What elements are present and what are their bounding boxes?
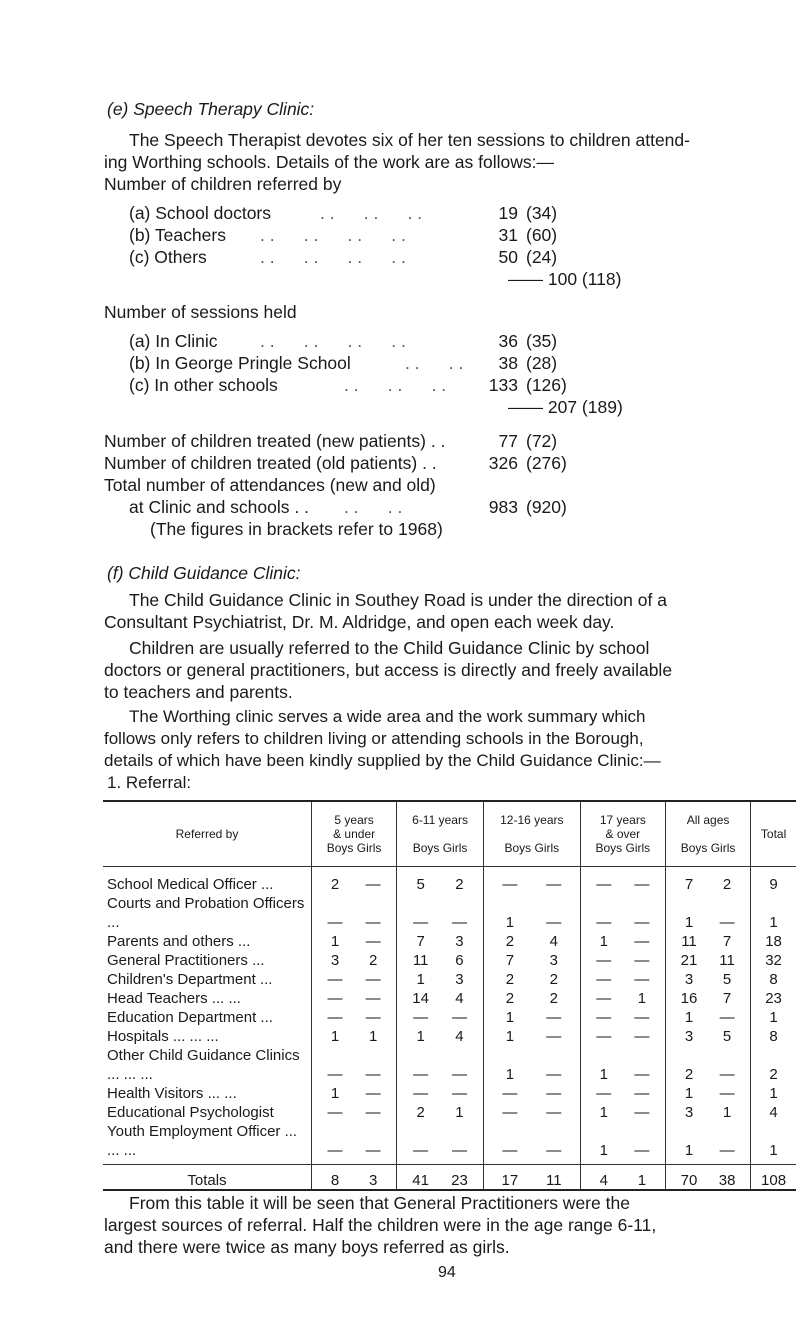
row-total: 1: [751, 1008, 796, 1027]
count-cell: —: [327, 1142, 343, 1159]
guidance-p3-line3: details of which have been kindly supplied by the Child Guidance Clinic:—: [104, 751, 661, 770]
count-cell: —: [546, 914, 562, 931]
row-total: 1: [751, 1084, 796, 1103]
count-cell: 2: [549, 971, 558, 988]
count-cell: —: [502, 876, 518, 893]
conclusion-line3: and there were twice as many boys referred as girls.: [104, 1237, 510, 1257]
count-cell: —: [634, 1009, 650, 1026]
document-page: (e) Speech Therapy Clinic: The Speech Therapist devotes six of her ten sessions to children attend- ing Worthing schools. Details of the work are as follows:— Number of children referred by (a) School doctors . . . . . . 19 (34) (b) Teachers . . . . . . . . 31 (60) (c) Others . . . . . . . . 50 (24) —— 100 (118) Number of sessions held (a) In Clinic . . . . . . . . 36 (35) (b) In George Pringle School . . . . 38 (28) (c) In other schools . . . . . . 133 (126) —— 207 (189) Number of children treated (new patients) . . 77 (72) Number of children treated (old patients) . . 326 (276) Total number of attendances (new and old) at Clinic and schools . . . . . . 983 (920) (The figures in brackets refer to 1968) (f) Child Guidance Clinic: The Child Guidance Clinic in Southey Road is under the direction of a Consultant Psychiatrist, Dr. M. Aldridge, and open each week day. Children are usually referred to the Child Guidance Clinic by school doctors or general practitioners, but access is directly and freely available to teachers and parents. The Worthing clinic serves a wide area and the work summary which follows only refers to children living or attending schools in the Borough, Referred by 5 years & under Boys Girls 6-11 years Boys Girls 12-16 years Boys Girls 17 years & over Boys Girls All ages Boys Girls Total School Medical Officer ... 2 — 5 2 — — — — 7 2 9 Courts and Probation Officers ... — — — — 1 — — — 1 — 1 Parents and others ... 1 — 7 3 2 4 1 — 11 7 18 General Practitioners ... 3 2 11 6 7 3 — — 21 11 32 Children's Department ... — — 1 3 2 2 — — 3 5 8 Head Teachers ... ... — — 14 4 2 2 — 1 16 7 23 Education Department ... — — — — 1 — — — 1 — 1 Hospitals ... ... ... 1 1 1 4 1 — — — 3 5 8 Other Child Guidance Clinics ... ... ... — — — — 1 — 1 — 2 — 2 Health Visitors ... ... 1 — — — — — — — 1 — 1 Educational Psychologist — — 2 1 — — 1 — 3 1 4 Youth Employment Officer ... ... ... — — — — — — 1 — 1 — 1 Totals 8 3 41 23 17 11 4 1 70 38 108 From this table it will be seen that General Practitioners were the largest sources of referral. Half the children were in the age range 6-11, and there were twice as many boys referred as girls. 94 details of which have been kindly supplied by the Child Guidance Clinic:— 1. Referral:: [0, 0, 800, 1320]
count-cell: 1: [330, 1085, 340, 1102]
count-cell: —: [719, 1142, 735, 1159]
totals-row: [103, 1165, 796, 1191]
count-cell: —: [546, 876, 562, 893]
count-cell: 3: [684, 1028, 694, 1045]
count-cell: —: [365, 933, 381, 950]
referred-school-doctors-prev: (34): [526, 203, 558, 223]
count-cell: 3: [330, 952, 340, 969]
count-cell: 1: [684, 1009, 694, 1026]
count-cell: 7: [722, 990, 732, 1007]
table-row: [103, 989, 796, 1008]
row-label: Education Department ...: [107, 1009, 273, 1026]
referred-school-doctors-value: 19: [498, 203, 518, 223]
referral-label: 1. Referral:: [107, 773, 192, 792]
total-cell: 11: [545, 1172, 562, 1189]
count-cell: —: [596, 990, 612, 1007]
count-cell: —: [634, 933, 650, 950]
referred-teachers-label: (b) Teachers: [129, 225, 226, 245]
count-cell: 1: [599, 1104, 608, 1121]
count-cell: —: [327, 1009, 343, 1026]
referred-others-value: 50: [498, 247, 518, 267]
count-cell: —: [365, 1104, 381, 1121]
count-cell: —: [546, 1142, 562, 1159]
sessions-george-pringle-prev: (28): [526, 353, 558, 373]
guidance-p2-line2: doctors or general practitioners, but access is directly and freely available: [104, 660, 673, 680]
sessions-other-schools-value: 133: [488, 375, 518, 395]
count-cell: —: [365, 914, 381, 931]
table-row: [103, 867, 796, 895]
count-cell: 1: [330, 1028, 340, 1045]
table-row: [103, 1008, 796, 1027]
count-cell: 7: [722, 933, 732, 950]
attendances-value: 983: [488, 497, 518, 517]
count-cell: —: [413, 1085, 429, 1102]
attendances-label-line2: at Clinic and schools . .: [129, 497, 309, 517]
referred-others-label: (c) Others: [129, 247, 207, 267]
row-total: 23: [751, 989, 796, 1008]
total-cell: 41: [412, 1172, 429, 1189]
totals-label: Totals: [103, 1165, 312, 1191]
row-total: 8: [751, 970, 796, 989]
count-cell: —: [596, 952, 612, 969]
count-cell: —: [546, 1085, 562, 1102]
count-cell: —: [634, 971, 650, 988]
count-cell: 4: [549, 933, 558, 950]
row-label: Courts and Probation Officers ...: [107, 895, 305, 931]
table-row: [103, 1084, 796, 1103]
page-number: 94: [438, 1264, 456, 1281]
bracket-note: (The figures in brackets refer to 1968): [150, 519, 443, 539]
row-total: 18: [751, 932, 796, 951]
sessions-total: —— 207 (189): [508, 397, 623, 417]
count-cell: 2: [368, 952, 378, 969]
guidance-p1-line2: Consultant Psychiatrist, Dr. M. Aldridge, and open each week day.: [104, 612, 615, 632]
treated-new-label: Number of children treated (new patients) . .: [104, 431, 446, 451]
row-label: Children's Department ...: [107, 971, 273, 988]
count-cell: —: [451, 1009, 467, 1026]
count-cell: —: [596, 1085, 612, 1102]
count-cell: —: [634, 876, 650, 893]
count-cell: 2: [505, 933, 515, 950]
table-row: [103, 970, 796, 989]
header-17-over: 17 years & over Boys Girls: [580, 801, 665, 867]
total-cell: 1: [637, 1172, 647, 1189]
row-label: School Medical Officer ...: [107, 876, 274, 893]
table-row: [103, 1027, 796, 1046]
count-cell: 21: [680, 952, 698, 969]
count-cell: —: [413, 1066, 429, 1083]
referred-school-doctors-label: (a) School doctors: [129, 203, 272, 223]
count-cell: —: [365, 990, 381, 1007]
guidance-heading: (f) Child Guidance Clinic:: [107, 563, 301, 583]
count-cell: 1: [684, 914, 694, 931]
count-cell: 1: [505, 914, 515, 931]
table-row: [103, 951, 796, 970]
count-cell: 1: [416, 1028, 425, 1045]
sessions-clinic-prev: (35): [526, 331, 558, 351]
count-cell: 1: [684, 1142, 694, 1159]
count-cell: 7: [505, 952, 515, 969]
count-cell: 2: [455, 876, 464, 893]
table-row: [103, 1103, 796, 1122]
count-cell: —: [719, 1085, 735, 1102]
header-total: Total: [751, 801, 796, 867]
count-cell: 3: [455, 933, 464, 950]
grand-total: 108: [751, 1165, 796, 1191]
count-cell: —: [451, 1066, 467, 1083]
count-cell: 16: [680, 990, 698, 1007]
count-cell: 11: [412, 952, 429, 969]
treated-old-value: 326: [488, 453, 518, 473]
count-cell: 7: [684, 876, 694, 893]
count-cell: 1: [599, 933, 608, 950]
guidance-p3-line1: The Worthing clinic serves a wide area and the work summary which: [129, 707, 646, 726]
sessions-other-schools-prev: (126): [526, 375, 567, 395]
count-cell: —: [502, 1085, 518, 1102]
guidance-p2-line3: to teachers and parents.: [104, 682, 293, 702]
count-cell: —: [365, 971, 381, 988]
count-cell: —: [365, 1009, 381, 1026]
count-cell: —: [596, 971, 612, 988]
count-cell: —: [719, 1009, 735, 1026]
referred-teachers-value: 31: [498, 225, 518, 245]
count-cell: —: [634, 1142, 650, 1159]
count-cell: 3: [455, 971, 464, 988]
count-cell: 2: [330, 876, 340, 893]
count-cell: —: [413, 1009, 429, 1026]
count-cell: —: [719, 1066, 735, 1083]
count-cell: 1: [722, 1104, 732, 1121]
count-cell: 1: [505, 1009, 515, 1026]
table-row: [103, 1046, 796, 1084]
count-cell: 1: [416, 971, 425, 988]
guidance-p3-line2: follows only refers to children living or attending schools in the Borough,: [104, 729, 644, 748]
count-cell: 2: [722, 876, 732, 893]
count-cell: 1: [505, 1066, 515, 1083]
count-cell: —: [413, 1142, 429, 1159]
table-row: [103, 894, 796, 932]
count-cell: —: [327, 914, 343, 931]
count-cell: 2: [505, 971, 515, 988]
header-12-16: 12-16 years Boys Girls: [483, 801, 580, 867]
count-cell: —: [451, 1085, 467, 1102]
row-total: 8: [751, 1027, 796, 1046]
count-cell: 3: [684, 1104, 694, 1121]
count-cell: 7: [416, 933, 425, 950]
total-cell: 38: [718, 1172, 736, 1189]
count-cell: 1: [455, 1104, 464, 1121]
speech-heading: (e) Speech Therapy Clinic:: [107, 99, 315, 119]
count-cell: 1: [599, 1142, 608, 1159]
total-cell: 17: [501, 1172, 519, 1189]
table-row: [103, 1122, 796, 1165]
count-cell: 1: [368, 1028, 378, 1045]
speech-intro-line2: ing Worthing schools. Details of the work are as follows:—: [104, 152, 555, 172]
count-cell: 5: [722, 1028, 732, 1045]
sessions-clinic-value: 36: [498, 331, 518, 351]
count-cell: —: [502, 1142, 518, 1159]
attendances-label-line1: Total number of attendances (new and old): [104, 475, 436, 495]
row-label: Health Visitors ... ...: [107, 1085, 237, 1102]
count-cell: 3: [684, 971, 694, 988]
count-cell: 1: [684, 1085, 694, 1102]
count-cell: 5: [722, 971, 732, 988]
row-label: Educational Psychologist: [107, 1104, 274, 1121]
count-cell: —: [451, 914, 467, 931]
table-header-row: [103, 801, 796, 867]
count-cell: 1: [505, 1028, 515, 1045]
count-cell: —: [634, 1104, 650, 1121]
referred-others-prev: (24): [526, 247, 558, 267]
referral-table: [103, 800, 796, 1191]
count-cell: 1: [637, 990, 647, 1007]
treated-new-value: 77: [498, 431, 518, 451]
attendances-prev: (920): [526, 497, 567, 517]
count-cell: —: [327, 1066, 343, 1083]
count-cell: —: [327, 971, 343, 988]
header-5-under: 5 years & under Boys Girls: [312, 801, 397, 867]
header-6-11: 6-11 years Boys Girls: [397, 801, 484, 867]
guidance-p1-line1: The Child Guidance Clinic in Southey Road is under the direction of a: [129, 590, 667, 610]
count-cell: —: [327, 990, 343, 1007]
count-cell: —: [596, 1028, 612, 1045]
conclusion-line2: largest sources of referral. Half the children were in the age range 6-11,: [104, 1215, 657, 1235]
count-cell: —: [413, 914, 429, 931]
row-total: 9: [751, 867, 796, 895]
row-total: 1: [751, 894, 796, 932]
count-cell: —: [365, 1142, 381, 1159]
row-label: Hospitals ... ... ...: [107, 1028, 219, 1045]
total-cell: 3: [368, 1172, 378, 1189]
row-label: General Practitioners ...: [107, 952, 265, 969]
count-cell: —: [365, 1066, 381, 1083]
row-total: 32: [751, 951, 796, 970]
count-cell: —: [634, 1085, 650, 1102]
count-cell: 11: [681, 933, 697, 950]
count-cell: —: [546, 1009, 562, 1026]
sessions-george-pringle-value: 38: [498, 353, 518, 373]
count-cell: 3: [549, 952, 558, 969]
count-cell: 2: [549, 990, 558, 1007]
header-all-ages: All ages Boys Girls: [665, 801, 750, 867]
count-cell: —: [546, 1066, 562, 1083]
sessions-clinic-label: (a) In Clinic: [129, 331, 218, 351]
header-referred-by: Referred by: [103, 801, 312, 867]
row-total: 1: [751, 1122, 796, 1165]
count-cell: —: [634, 952, 650, 969]
row-label: Head Teachers ... ...: [107, 990, 241, 1007]
count-cell: 6: [455, 952, 464, 969]
count-cell: —: [596, 1009, 612, 1026]
count-cell: —: [365, 876, 381, 893]
sessions-title: Number of sessions held: [104, 302, 297, 322]
treated-new-prev: (72): [526, 431, 558, 451]
count-cell: 4: [455, 990, 464, 1007]
count-cell: —: [451, 1142, 467, 1159]
total-cell: 70: [680, 1172, 698, 1189]
count-cell: 1: [330, 933, 340, 950]
count-cell: 2: [505, 990, 515, 1007]
row-label: Parents and others ...: [107, 933, 251, 950]
treated-old-label: Number of children treated (old patients) . .: [104, 453, 437, 473]
treated-old-prev: (276): [526, 453, 567, 473]
count-cell: 2: [416, 1104, 425, 1121]
speech-intro-line1: The Speech Therapist devotes six of her ten sessions to children attend-: [129, 130, 690, 150]
referred-total: —— 100 (118): [508, 269, 622, 289]
count-cell: —: [596, 876, 612, 893]
row-total: 2: [751, 1046, 796, 1084]
count-cell: —: [634, 914, 650, 931]
count-cell: 4: [455, 1028, 464, 1045]
total-cell: 23: [451, 1172, 468, 1189]
count-cell: —: [634, 1066, 650, 1083]
conclusion-line1: From this table it will be seen that General Practitioners were the: [129, 1193, 630, 1213]
count-cell: —: [546, 1028, 562, 1045]
row-total: 4: [751, 1103, 796, 1122]
count-cell: —: [634, 1028, 650, 1045]
count-cell: —: [546, 1104, 562, 1121]
count-cell: —: [365, 1085, 381, 1102]
count-cell: 1: [599, 1066, 608, 1083]
count-cell: 5: [416, 876, 425, 893]
sessions-other-schools-label: (c) In other schools: [129, 375, 278, 395]
referred-title: Number of children referred by: [104, 174, 342, 194]
count-cell: —: [719, 914, 735, 931]
row-label: Other Child Guidance Clinics ... ... ...: [107, 1047, 300, 1083]
count-cell: —: [502, 1104, 518, 1121]
sessions-george-pringle-label: (b) In George Pringle School: [129, 353, 351, 373]
table-row: [103, 932, 796, 951]
count-cell: 2: [684, 1066, 694, 1083]
row-label: Youth Employment Officer ... ... ...: [107, 1123, 298, 1159]
count-cell: —: [596, 914, 612, 931]
count-cell: 14: [412, 990, 429, 1007]
total-cell: 8: [330, 1172, 340, 1189]
total-cell: 4: [599, 1172, 608, 1189]
referred-teachers-prev: (60): [526, 225, 558, 245]
count-cell: —: [327, 1104, 343, 1121]
guidance-p2-line1: Children are usually referred to the Child Guidance Clinic by school: [129, 638, 650, 658]
count-cell: 11: [719, 952, 735, 969]
